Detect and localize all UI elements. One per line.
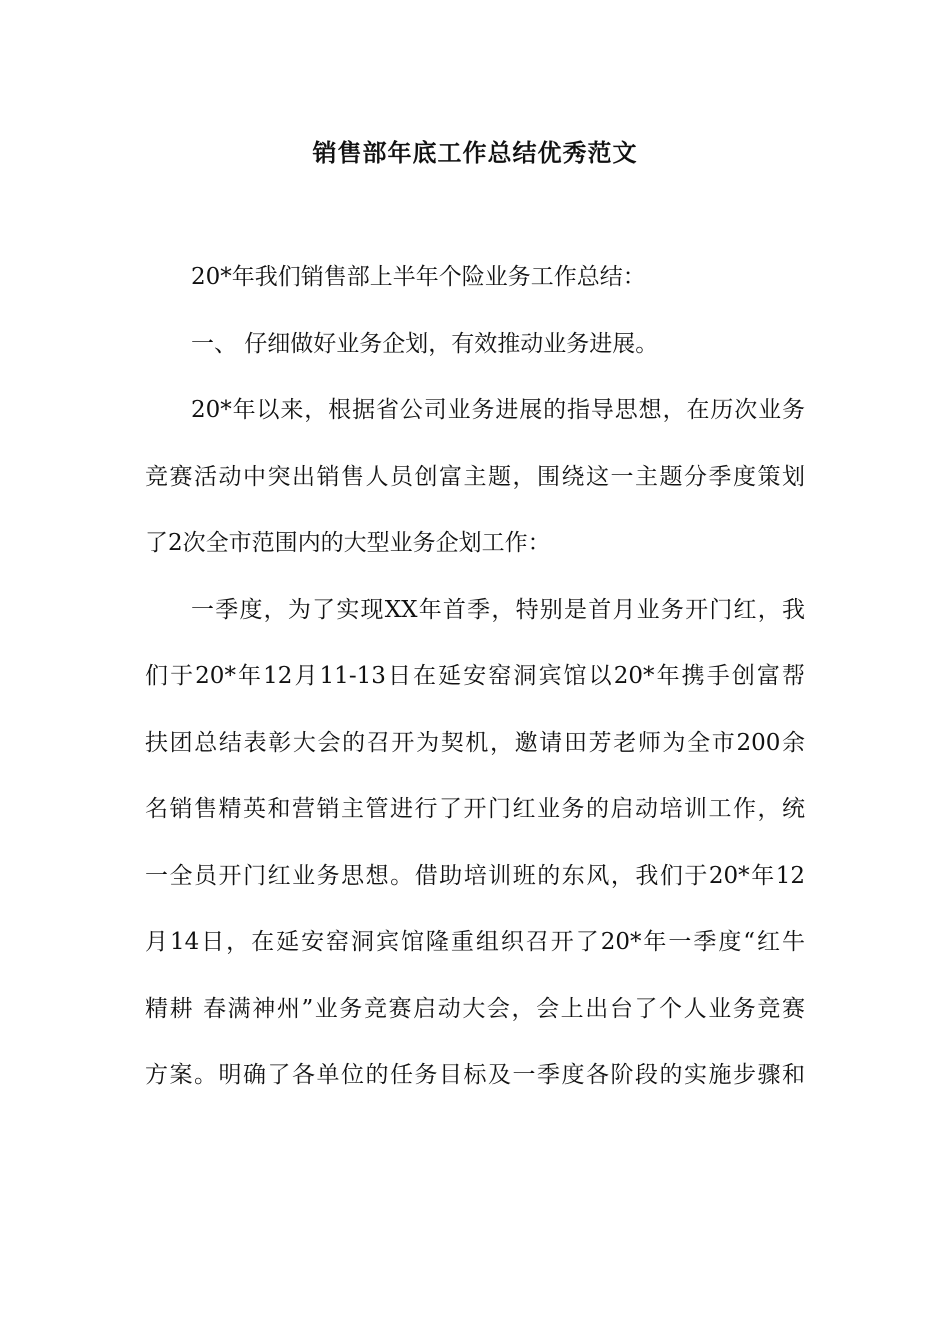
text-line: 一、 仔细做好业务企划，有效推动业务进展。: [191, 330, 659, 357]
text-line: 名销售精英和营销主管进行了开门红业务的启动培训工作，统: [145, 796, 805, 822]
text-line: 竞赛活动中突出销售人员创富主题，围绕这一主题分季度策划: [145, 463, 805, 490]
text-line: 月14日，在延安窑洞宾馆隆重组织召开了20*年一季度“红牛: [145, 929, 805, 955]
text-line: 精耕 春满神州”业务竞赛启动大会，会上出台了个人业务竞赛: [145, 995, 805, 1022]
text-line: 方案。明确了各单位的任务目标及一季度各阶段的实施步骤和: [145, 1062, 805, 1088]
text-line: 扶团总结表彰大会的召开为契机，邀请田芳老师为全市200余: [145, 729, 805, 756]
text-line: 一季度，为了实现XX年首季，特别是首月业务开门红，我: [191, 596, 805, 623]
document-body: [145, 258, 805, 1123]
text-line: 20*年以来，根据省公司业务进展的指导思想，在历次业务: [191, 397, 805, 423]
document-title: 销售部年底工作总结优秀范文: [312, 139, 638, 167]
text-line: 们于20*年12月11-13日在延安窑洞宾馆以20*年携手创富帮: [145, 663, 805, 689]
text-line: 一全员开门红业务思想。借助培训班的东风，我们于20*年12: [145, 862, 805, 889]
text-line: 20*年我们销售部上半年个险业务工作总结：: [191, 264, 646, 290]
text-line: 了2次全市范围内的大型业务企划工作：: [145, 530, 551, 556]
